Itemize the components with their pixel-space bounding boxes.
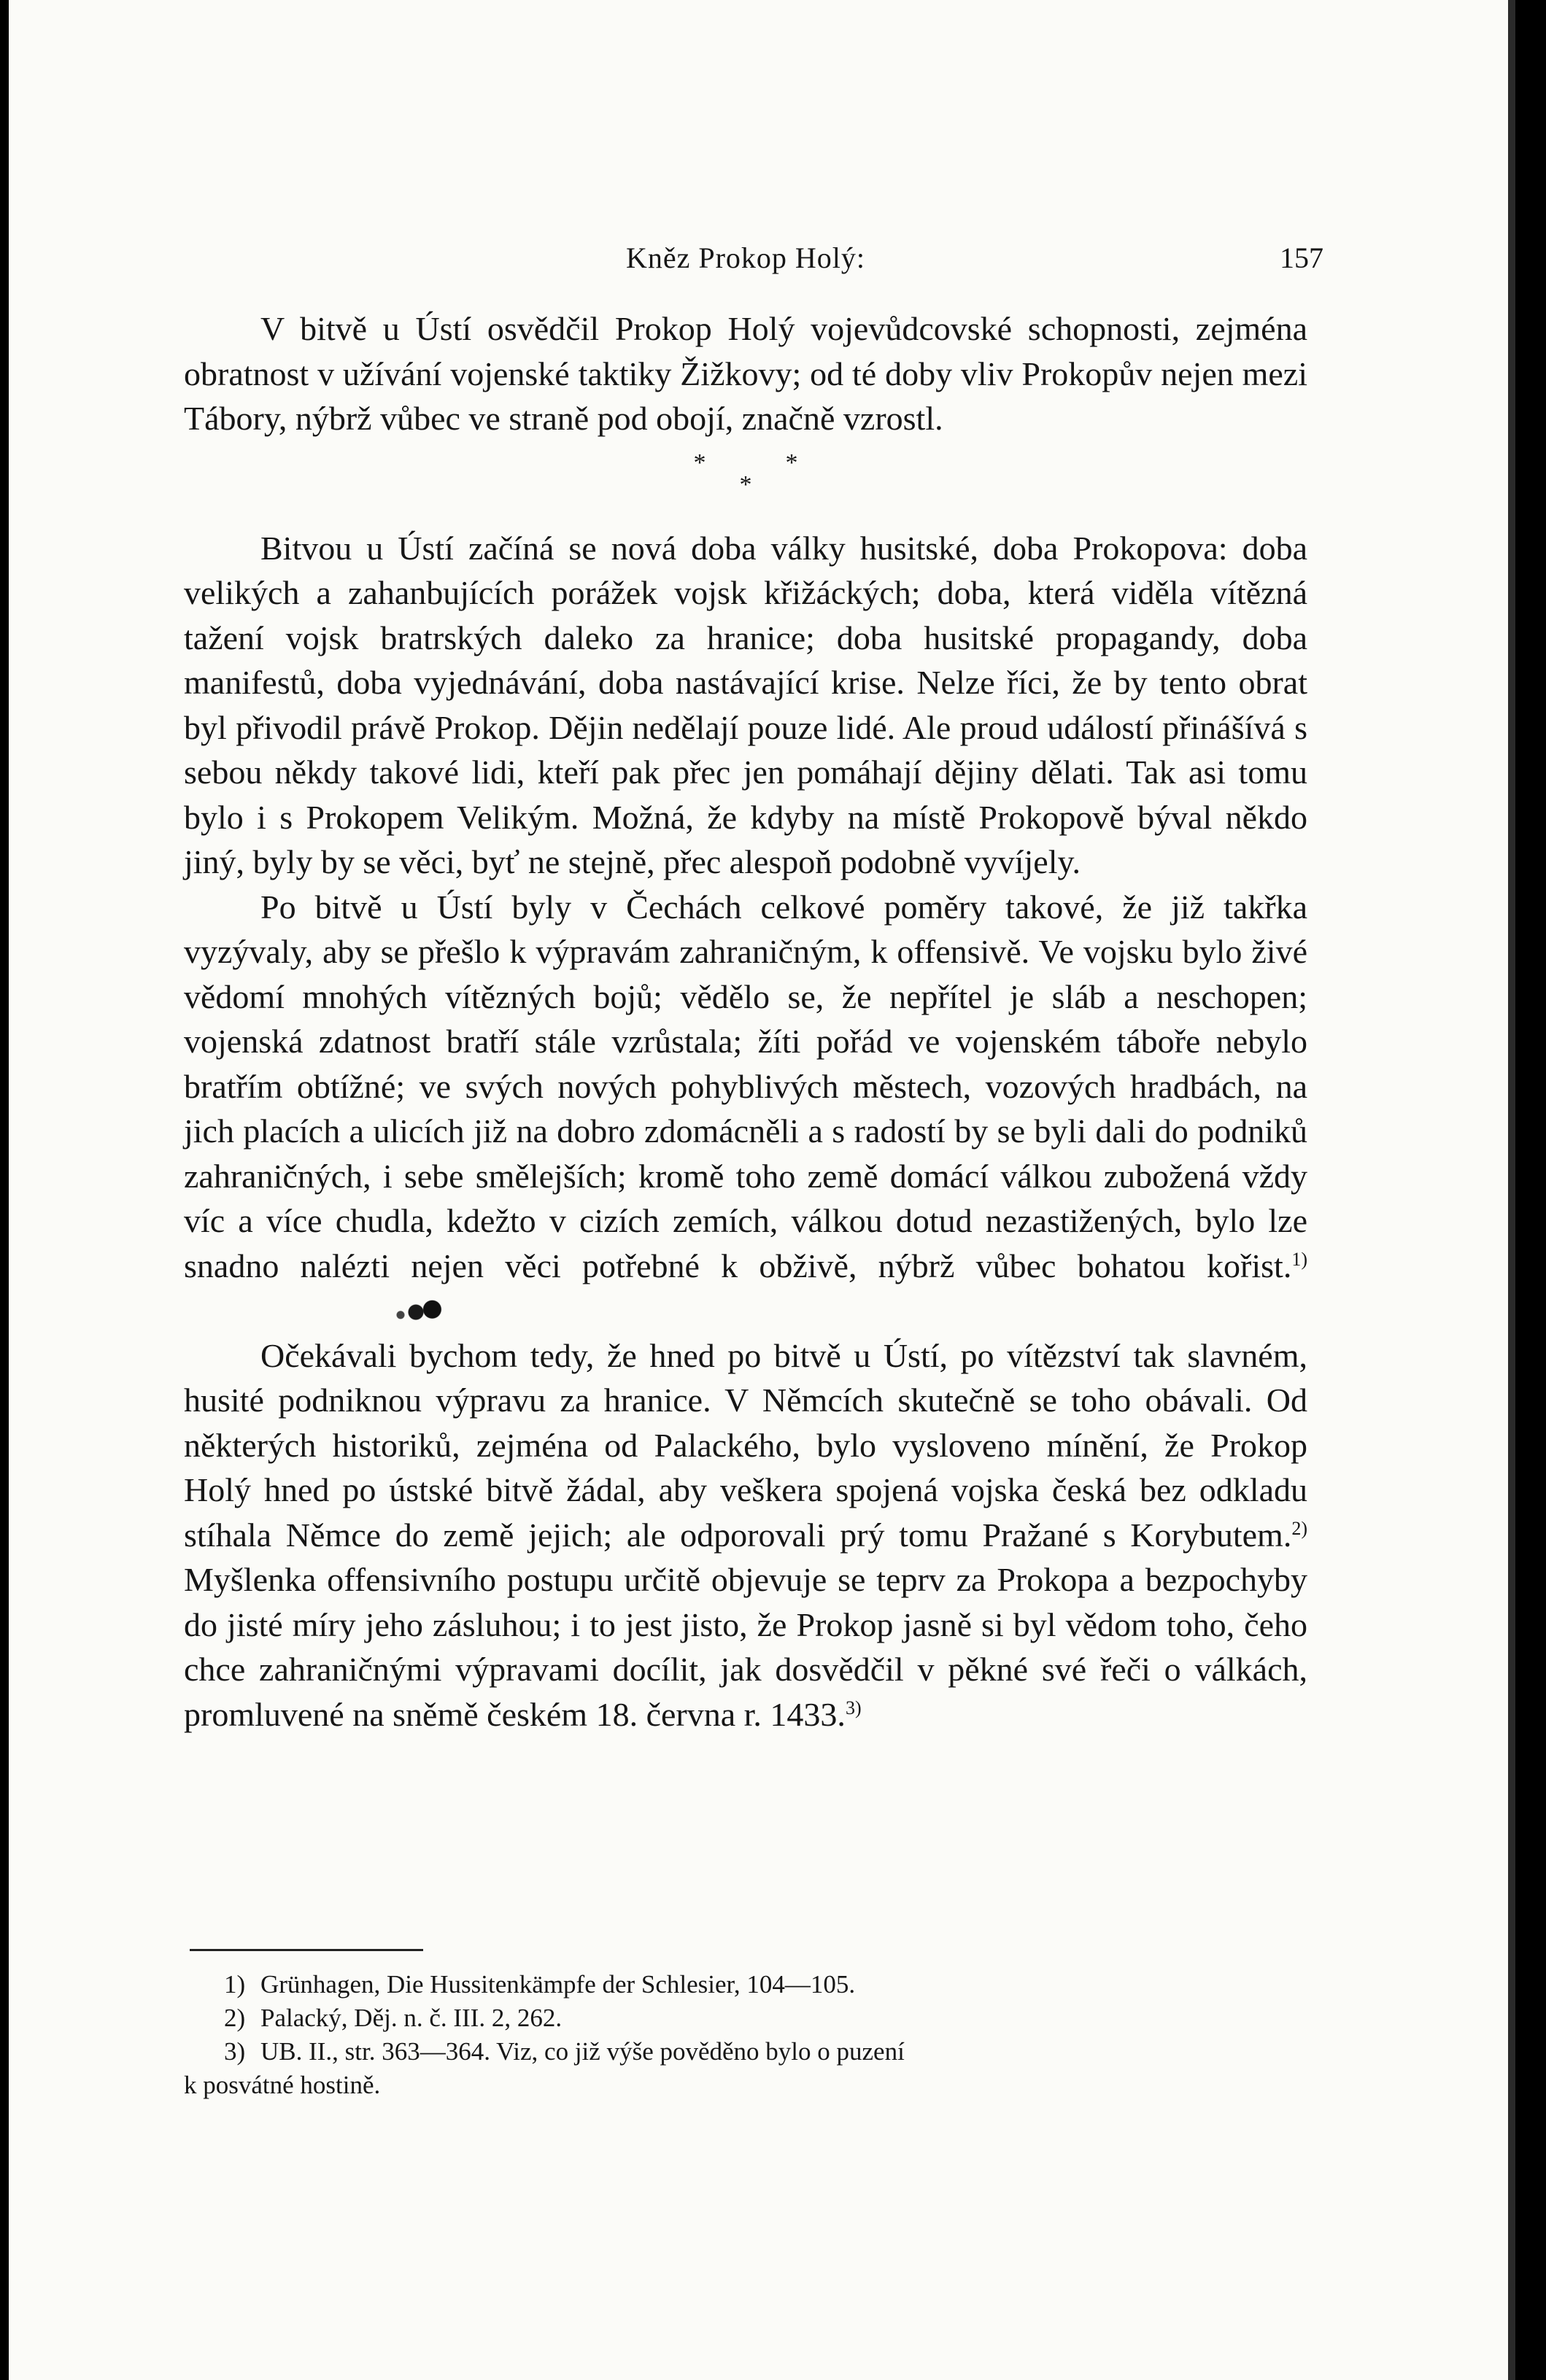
asterisk: * <box>785 449 798 476</box>
asterisk: * <box>693 449 706 476</box>
section-separator <box>184 449 1307 498</box>
footnote-3 <box>184 2035 1307 2069</box>
paragraph-3-text: Po bitvě u Ústí byly v Čechách celkové poměry takové, že již takřka vyzývaly, aby se přešlo k výpravám zahraničným, k offensivě. Ve vojsku bylo živé vědomí mnohých vítězných bojů; vědělo se, že nepřítel je sláb a neschopen; vojenská zdatnost bratří stále vzrůstala; žíti pořád ve vojenském táboře nebylo bratřím obtížné; ve svých nových pohyblivých městech, vozových hradbách, na jich placích a ulicích již na dobro zdomácněli a s radostí by se byli dali do podniků zahraničných, i sebe smělejších; kromě toho země domácí válkou zubožená vždy víc a více chudla, kdežto v cizích zemích, válkou dotud nezastižených, bylo lze snadno nalézti nejen věci potřebné k obživě, nýbrž vůbec bohatou kořist. <box>184 888 1307 1284</box>
footnote-text: Grünhagen, Die Hussitenkämpfe der Schlesier, 104—105. <box>260 1970 856 1999</box>
footnote-text: Palacký, Děj. n. č. III. 2, 262. <box>260 2004 563 2032</box>
ink-blot <box>344 1298 447 1326</box>
page-header <box>184 241 1323 284</box>
footnote-2 <box>184 2001 1307 2035</box>
paragraph-1: V bitvě u Ústí osvědčil Prokop Holý vojevůdcovské schopnosti, zejména obratnost v užívání vojenské taktiky Žižkovy; od té doby vliv Prokopův nejen mezi Tábory, nýbrž vůbec ve straně pod obojí, značně vzrostl. <box>184 310 1307 437</box>
footnote-3-continuation: k posvátné hostině. <box>184 2071 381 2099</box>
paragraph-2: Bitvou u Ústí začíná se nová doba války husitské, doba Prokopova: doba velikých a zahanbujících porážek vojsk křižáckých; doba, která viděla vítězná tažení vojsk bratrských daleko za hranice; doba husitské propagandy, doba manifestů, doba vyjednávání, doba nastávající krise. Nelze říci, že by tento obrat byl přivodil právě Prokop. Dějin nedělají pouze lidé. Ale proud událostí přinášívá s sebou někdy takové lidi, kteří pak přec jen pomáhají dějiny dělati. Tak asi tomu bylo i s Prokopem Velikým. Možná, že kdyby na místě Prokopově býval někdo jiný, byly by se věci, byť ne stejně, přec alespoň podobně vyvíjely. <box>184 529 1307 880</box>
footnote-mark: 2) <box>224 2004 246 2032</box>
footnote-ref-3: 3) <box>845 1697 862 1718</box>
footnote-1 <box>184 1968 1307 2001</box>
paragraph-4-text-b: Myšlenka offensivního postupu určitě objevuje se teprv za Prokopa a bezpochyby do jisté míry jeho zásluhou; i to jest jisto, že Prokop jasně si byl vědom toho, čeho chce zahraničnými výpravami docílit, jak dosvědčil v pěkné své řeči o válkách, promluvené na sněmě českém 18. června r. 1433. <box>184 1561 1307 1733</box>
paragraph-3 <box>184 885 1307 1333</box>
body-text <box>184 306 1307 1737</box>
footnote-text: UB. II., str. 363—364. Viz, co již výše pověděno bylo o puzení <box>260 2037 905 2066</box>
footnote-rule <box>190 1949 423 1951</box>
running-title: Kněz Prokop Holý: <box>625 241 866 274</box>
page-edge <box>1508 0 1515 2380</box>
footnotes <box>184 1968 1307 2102</box>
footnote-ref-1: 1) <box>1291 1248 1307 1270</box>
book-page <box>9 0 1515 2380</box>
paragraph-4-text-a: Očekávali bychom tedy, že hned po bitvě u Ústí, po vítězství tak slavném, husité podniknou výpravu za hranice. V Němcích skutečně se toho obávali. Od některých historiků, zejména od Palackého, bylo vysloveno mínění, že Prokop Holý hned po ústské bitvě žádal, aby veškera spojená vojska česká bez odkladu stíhala Němce do země jejich; ale odporovali prý tomu Pražané s Korybutem. <box>184 1336 1307 1554</box>
asterisk: * <box>739 470 752 498</box>
footnote-mark: 1) <box>224 1970 246 1999</box>
footnote-ref-2: 2) <box>1291 1517 1307 1539</box>
footnote-mark: 3) <box>224 2037 246 2066</box>
paragraph-4 <box>184 1333 1307 1737</box>
page-number: 157 <box>1280 241 1323 274</box>
